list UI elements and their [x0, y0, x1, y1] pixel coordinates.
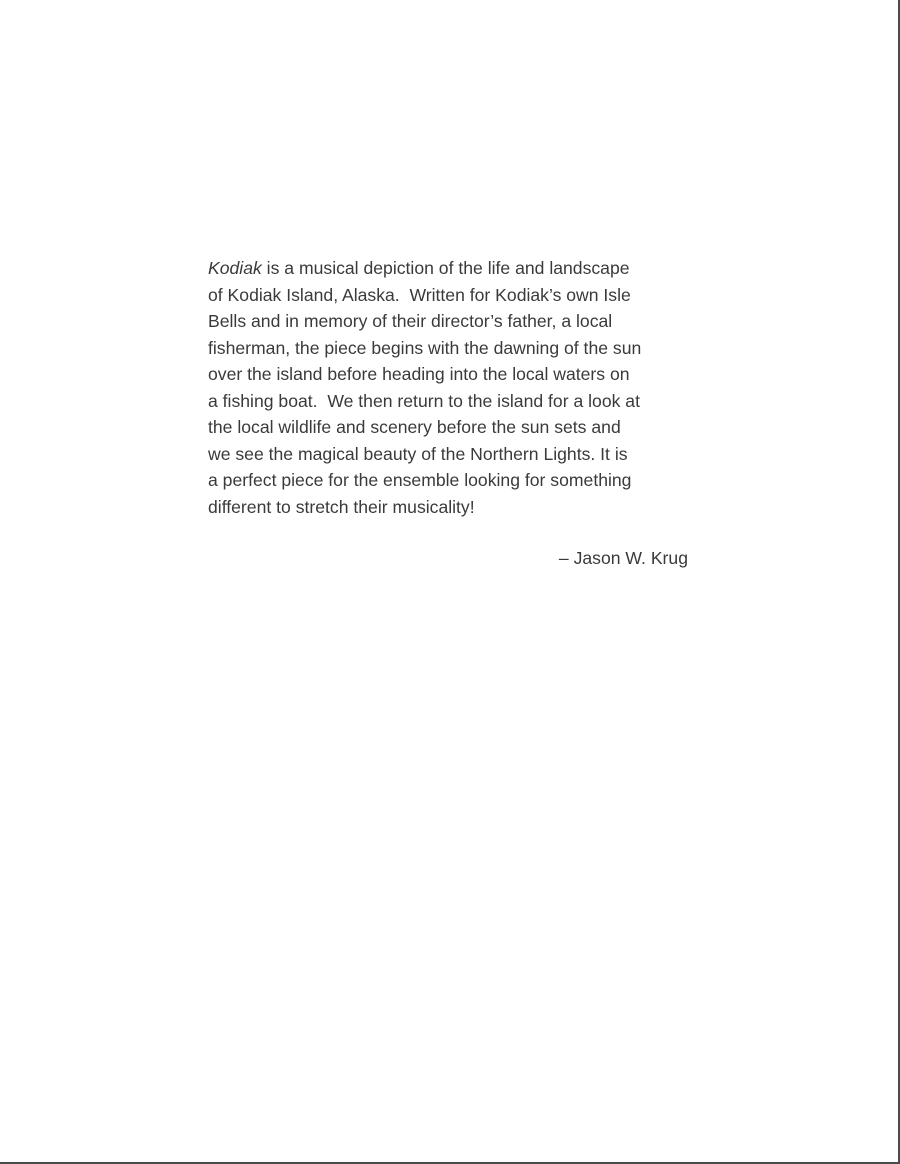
program-note-line: over the island before heading into the local waters on	[208, 364, 630, 384]
program-note-line: we see the magical beauty of the Northern Lights. It is	[208, 443, 628, 464]
program-note-line-1	[208, 255, 694, 282]
program-note-line: the local wildlife and scenery before the sun sets and	[208, 417, 621, 437]
program-note-line: of Kodiak Island, Alaska. Written for Kodiak’s own Isle	[208, 284, 631, 305]
program-note-line: Bells and in memory of their director’s father, a local	[208, 311, 613, 331]
piece-title: Kodiak	[208, 258, 262, 278]
author-signature: – Jason W. Krug	[558, 548, 688, 568]
program-note-line-1-text: is a musical depiction of the life and landscape	[261, 258, 630, 278]
program-note-line: a fishing boat. We then return to the island for a look at	[208, 390, 640, 411]
program-note-line: a perfect piece for the ensemble looking for something	[208, 470, 632, 490]
program-note	[208, 255, 694, 520]
program-note-line: fisherman, the piece begins with the dawning of the sun	[208, 337, 642, 358]
program-note-line: different to stretch their musicality!	[208, 496, 475, 517]
